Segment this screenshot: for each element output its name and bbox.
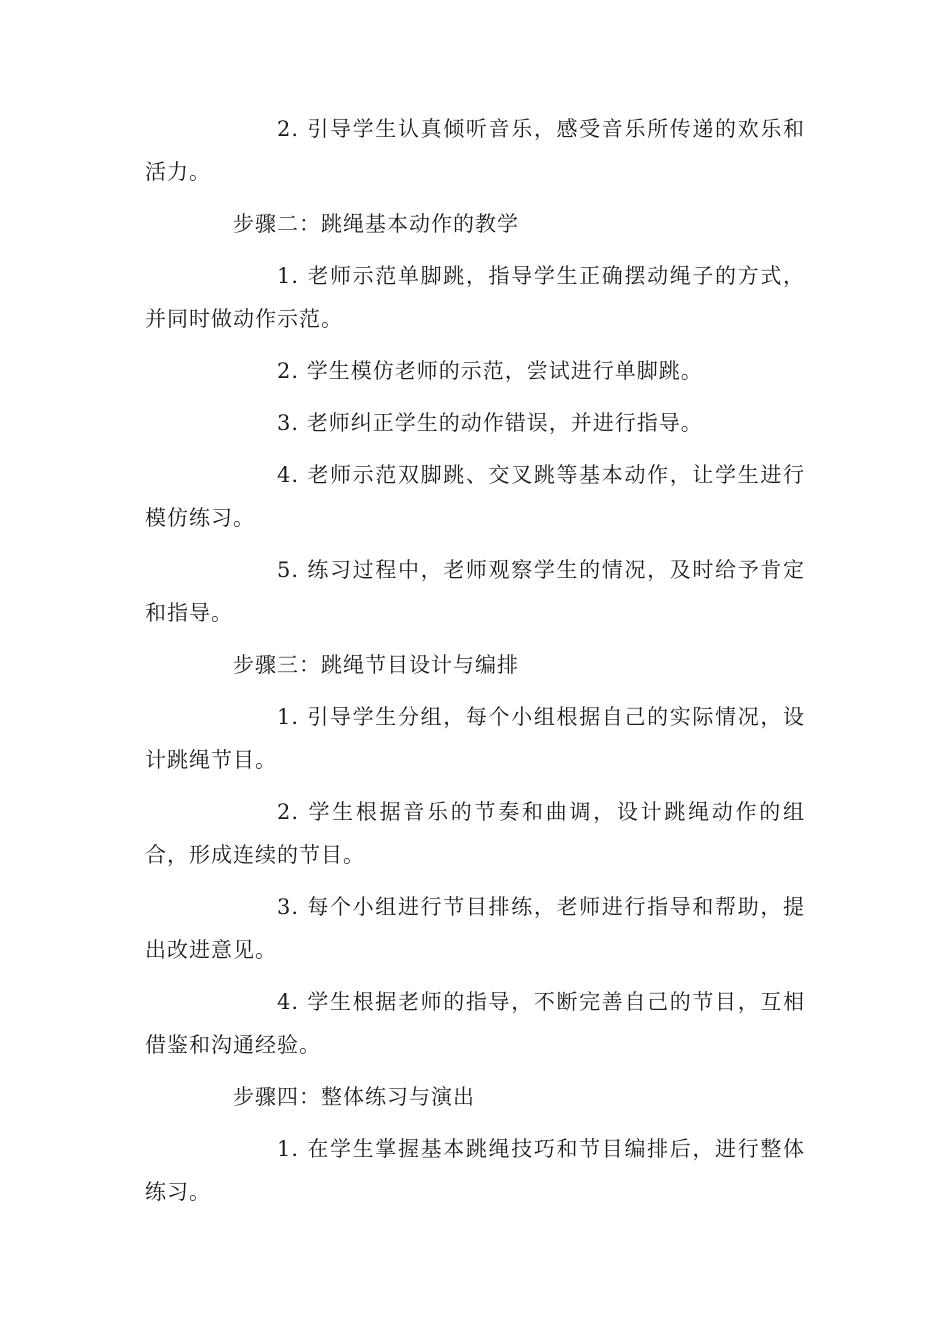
- list-item: 1. 老师示范单脚跳，指导学生正确摆动绳子的方式，并同时做动作示范。: [145, 264, 805, 331]
- list-item: 5. 练习过程中，老师观察学生的情况，及时给予肯定和指导。: [145, 558, 805, 625]
- step-heading: 步骤二：跳绳基本动作的教学: [233, 212, 519, 236]
- list-item: 4. 老师示范双脚跳、交叉跳等基本动作，让学生进行模仿练习。: [145, 463, 805, 530]
- list-item: 1. 引导学生分组，每个小组根据自己的实际情况，设计跳绳节目。: [145, 705, 805, 772]
- list-item: 3. 每个小组进行节目排练，老师进行指导和帮助，提出改进意见。: [145, 895, 805, 962]
- step-heading: 步骤四：整体练习与演出: [233, 1085, 475, 1109]
- document-body: [145, 108, 805, 1223]
- list-item: 2. 学生根据音乐的节奏和曲调，设计跳绳动作的组合，形成连续的节目。: [145, 800, 805, 867]
- list-item: 3. 老师纠正学生的动作错误，并进行指导。: [277, 411, 703, 435]
- list-item: 4. 学生根据老师的指导，不断完善自己的节目，互相借鉴和沟通经验。: [145, 990, 805, 1057]
- list-item: 1. 在学生掌握基本跳绳技巧和节目编排后，进行整体练习。: [145, 1137, 805, 1204]
- step-heading: 步骤三：跳绳节目设计与编排: [233, 653, 519, 677]
- list-item: 2. 引导学生认真倾听音乐，感受音乐所传递的欢乐和活力。: [145, 117, 805, 184]
- list-item: 2. 学生模仿老师的示范，尝试进行单脚跳。: [277, 359, 703, 383]
